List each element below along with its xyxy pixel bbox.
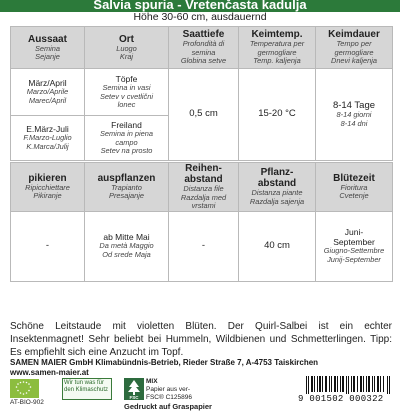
header-bluetezeit: Blütezeit Fioritura Cvetenje xyxy=(316,163,393,212)
ort-row1: Töpfe Semina in vasi Setev v cvetlični lonec xyxy=(85,69,169,116)
header-pikieren: pikieren Ripicchiettare Pikiranje xyxy=(11,163,85,212)
keimdauer-value: 8-14 Tage 8-14 giorni 8-14 dni xyxy=(316,69,393,161)
company-address: SAMEN MAIER GmbH Klimabündnis-Betrieb, Rieder Straße 7, A-4753 Taiskirchen xyxy=(10,358,319,367)
header-aussaat: Aussaat Semina Sejanje xyxy=(11,27,85,69)
klimabuendnis-logo xyxy=(62,378,112,400)
company-info xyxy=(10,358,400,378)
aussaat-row2: E.März-Juli F.Marzo-Luglio K.Marca/Julij xyxy=(11,116,85,161)
header-ort: Ort Luogo Kraj xyxy=(85,27,169,69)
ort-row2: Freiland Semina in piena campo Setev na prosto xyxy=(85,116,169,161)
header-keimdauer: Keimdauer Tempo per germogliare Dnevi kaljenja xyxy=(316,27,393,69)
pflanzabstand-value: 40 cm xyxy=(239,211,316,281)
product-description: Schöne Leitstaude mit violetten Blüten. Der Quirl-Salbei ist ein echter Insektenmagnet! Sehr beliebt bei Hummeln, Wildbienen und Schmetterlingen. Tipp: Es empfiehlt sich eine Anzucht im Topf. xyxy=(10,321,392,358)
height-info: Höhe 30-60 cm, ausdauernd xyxy=(133,11,267,23)
planting-table xyxy=(10,162,393,282)
fsc-label: MIX Papier aus ver- FSC® C125896 xyxy=(146,378,192,401)
company-website: www.samen-maier.at xyxy=(10,368,89,377)
auspflanzen-value: ab Mitte Mai Da metà Maggio Od srede Maja xyxy=(85,211,169,281)
pikieren-value: - xyxy=(11,211,85,281)
paper-info: Gedruckt auf Graspapier xyxy=(124,402,212,411)
keimtemp-value: 15-20 °C xyxy=(239,69,316,161)
header-keimtemp: Keimtemp. Temperatura per germogliare Temp. kaljenja xyxy=(239,27,316,69)
eu-organic-leaf-icon xyxy=(10,379,39,398)
header-saattiefe: Saattiefe Profondità di semina Globina setve xyxy=(169,27,239,69)
klima-text: Wir tun was für den Klimaschutz xyxy=(64,380,109,393)
bluetezeit-value: Juni- September Giugno-Settembre Junij-September xyxy=(316,211,393,281)
barcode-number: 9 001502 000322 xyxy=(298,394,384,404)
sowing-table xyxy=(10,26,393,161)
header-pflanzabstand: Pflanz- abstand Distanza piante Razdalja sajenja xyxy=(239,163,316,212)
barcode-icon xyxy=(306,376,391,394)
product-title: Salvia spuria - Vretenčasta kadulja xyxy=(93,0,307,12)
logo-strip xyxy=(10,378,400,411)
certification-code: AT-BIO-902 xyxy=(10,399,44,406)
header-reihenabstand: Reihen- abstand Distanza file Razdalja med vrstami xyxy=(169,163,239,212)
reihenabstand-value: - xyxy=(169,211,239,281)
saattiefe-value: 0,5 cm xyxy=(169,69,239,161)
fsc-tree-icon xyxy=(124,378,144,400)
header-auspflanzen: auspflanzen Trapianto Presajanje xyxy=(85,163,169,212)
aussaat-row1: März/April Marzo/Aprile Marec/April xyxy=(11,69,85,116)
fsc-badge-text: FSC xyxy=(129,395,139,400)
